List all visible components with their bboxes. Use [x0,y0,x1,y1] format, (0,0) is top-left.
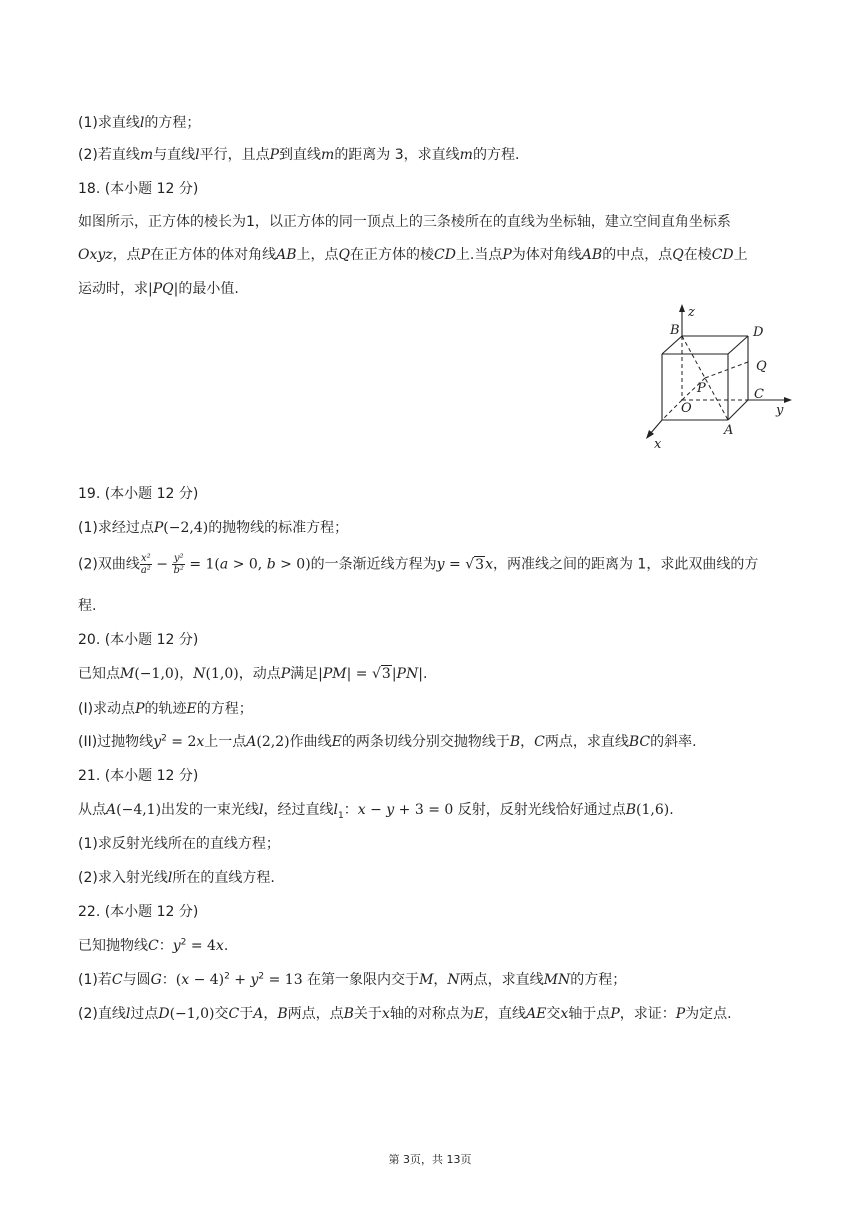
page-footer: 第 3页，共 13页 [388,1153,472,1166]
label-Q: Q [756,359,767,374]
q18-header: 18. (本小题 12 分) [78,181,199,197]
q20-part1: (I)求动点P的轨迹E的方程； [78,701,253,717]
q22-part2: (2)直线l过点D(−1,0)交C于A，B两点，点B关于x轴的对称点为E，直线AE交x轴于点P，求证：P为定点. [78,1006,732,1022]
q18-text-3: 运动时，求|PQ|的最小值. [78,281,239,297]
q20-part2: (II)过抛物线$y^2 = 2x$上一点A(2,2)作曲线E的两条切线分别交抛物线于B，C两点，求直线BC的斜率. [78,733,697,750]
q21-part2: (2)求入射光线l所在的直线方程. [78,870,275,886]
q19-part1: (1)求经过点P(−2,4)的抛物线的标准方程； [78,520,349,536]
q19-part2-cont: 程. [78,598,97,614]
q20-text: 已知点M(−1,0)，N(1,0)，动点P满足|PM| = √3|PN|. [78,666,428,682]
cube-edge [728,400,748,420]
label-z: z [688,305,695,320]
label-B: B [670,323,680,338]
q17-part1: (1)求直线l的方程； [78,115,201,131]
q17-part2: (2)若直线m与直线l平行，且点P到直线m的距离为 3，求直线m的方程. [78,147,520,163]
q19-part2: (2)双曲线 $\frac{\text{x²}}{\text{a²}}$ − $\frac{\text{y²}}{\text{b²}}$ = 1(a > 0, b > 0)的一条渐近线方程为y = √3x，两准线之间的距离为 1，求此双曲线的方 [78,553,759,576]
q22-text: 已知抛物线C：$y^2 = 4x$. [78,937,229,954]
cube-figure [636,300,796,455]
q21-part1: (1)求反射光线所在的直线方程； [78,836,280,852]
q18-text-1: 如图所示，正方体的棱长为1，以正方体的同一顶点上的三条棱所在的直线为坐标轴，建立空间直角坐标系 [78,214,731,230]
q19-header: 19. (本小题 12 分) [78,486,199,502]
label-y: y [776,403,784,418]
label-D: D [753,325,764,340]
label-x: x [654,437,662,452]
y-arrow [784,397,792,403]
q21-header: 21. (本小题 12 分) [78,768,199,784]
hidden-edge [662,400,682,420]
x-axis [650,420,662,434]
q22-header: 22. (本小题 12 分) [78,904,199,920]
z-arrow [679,304,685,312]
cube-edge [662,336,682,354]
label-A: A [724,423,734,438]
q21-text: 从点A(−4,1)出发的一束光线l，经过直线$l_1$：x − y + 3 = 0 反射，反射光线恰好通过点B(1,6). [78,802,674,821]
label-O: O [681,401,692,416]
q20-header: 20. (本小题 12 分) [78,632,199,648]
q22-part1: (1)若C与圆G：$(x - 4)^2 + y^2 = 13$ 在第一象限内交于M，N两点，求直线MN的方程； [78,971,627,988]
q18-text-2: Oxyz，点P在正方体的体对角线AB上，点Q在正方体的棱CD上.当点P为体对角线AB的中点，点Q在棱CD上 [78,247,748,263]
label-C: C [754,387,764,402]
cube-edge [728,336,748,354]
label-P: P [697,381,706,396]
segment-PQ [705,362,748,378]
